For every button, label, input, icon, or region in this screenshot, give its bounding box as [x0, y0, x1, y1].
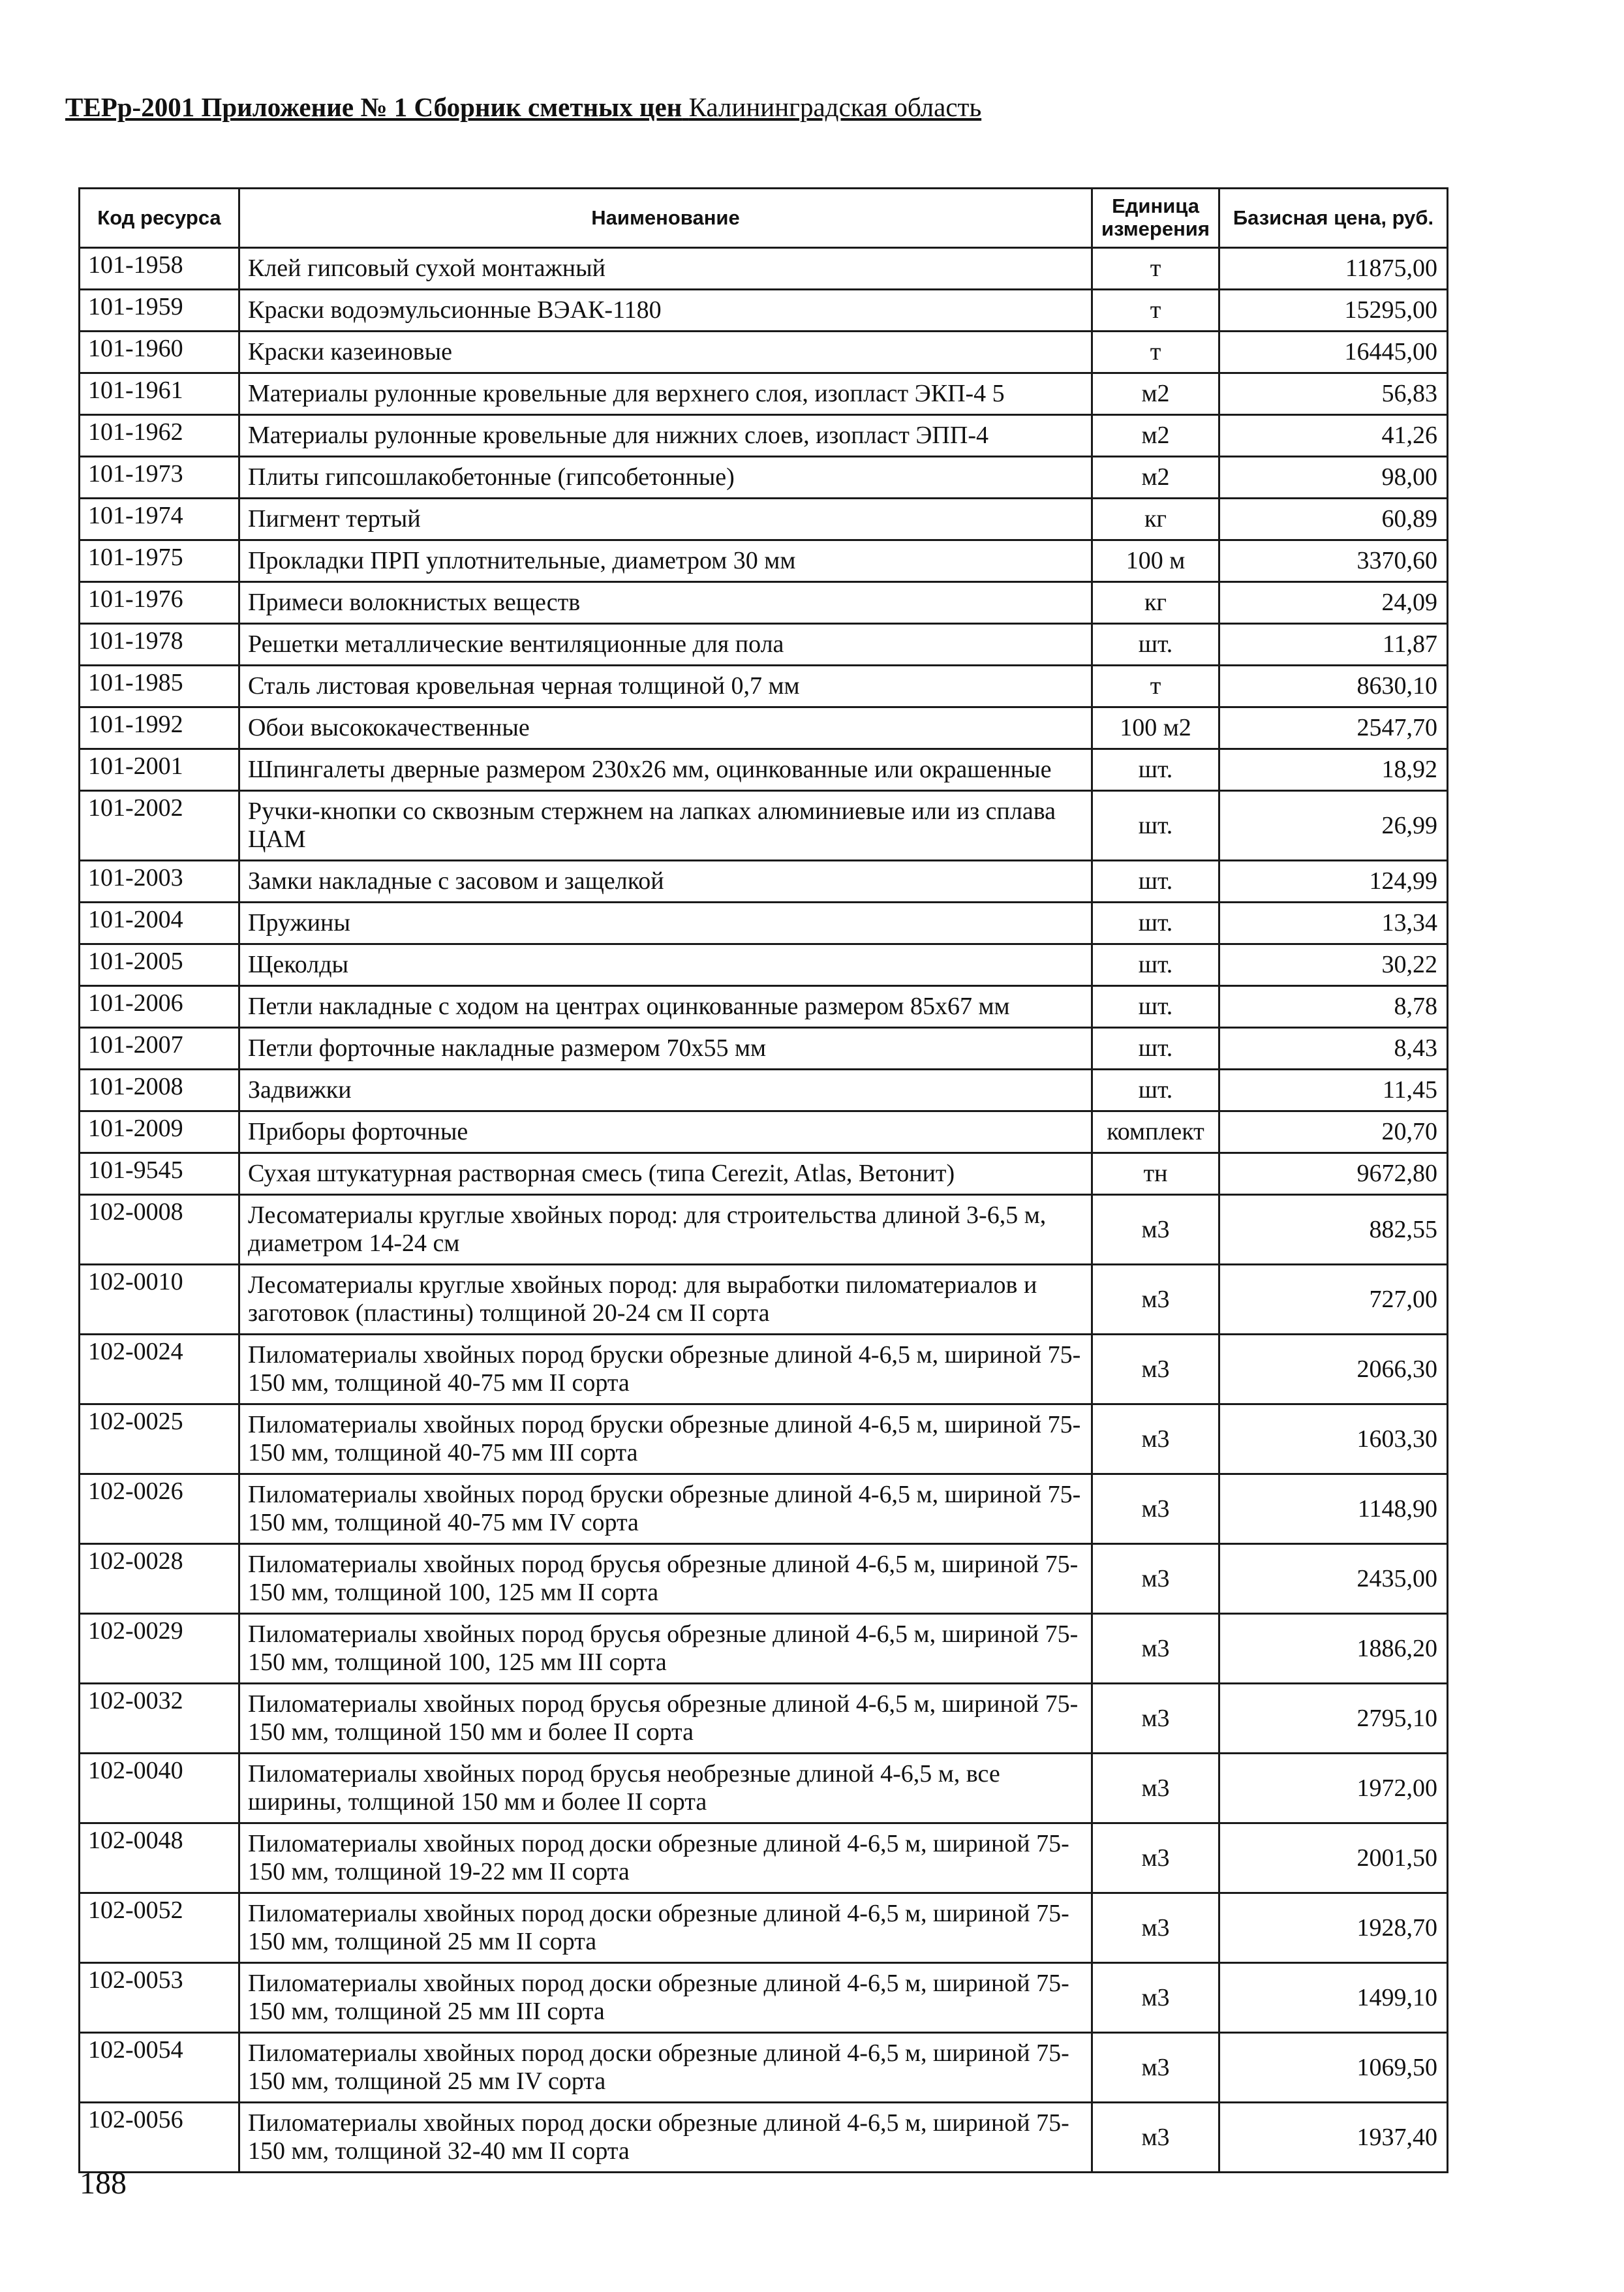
cell-code: 101-2006 — [80, 986, 239, 1028]
cell-name: Щеколды — [239, 944, 1092, 986]
cell-unit: шт. — [1092, 861, 1219, 903]
cell-price: 3370,60 — [1219, 540, 1448, 582]
cell-code: 101-2002 — [80, 791, 239, 861]
table-row — [80, 791, 1448, 861]
cell-code: 101-2004 — [80, 903, 239, 944]
cell-name: Сухая штукатурная растворная смесь (типа Cerezit, Atlas, Ветонит) — [239, 1153, 1092, 1195]
table-row — [80, 1893, 1448, 1963]
table-row — [80, 707, 1448, 749]
cell-code: 101-1985 — [80, 666, 239, 707]
cell-unit: шт. — [1092, 986, 1219, 1028]
cell-unit: т — [1092, 666, 1219, 707]
table-row — [80, 540, 1448, 582]
cell-unit: шт. — [1092, 1028, 1219, 1070]
cell-price: 2001,50 — [1219, 1823, 1448, 1893]
cell-price: 20,70 — [1219, 1111, 1448, 1153]
cell-unit: 100 м2 — [1092, 707, 1219, 749]
cell-price: 1937,40 — [1219, 2103, 1448, 2173]
table-row — [80, 290, 1448, 332]
cell-code: 101-1978 — [80, 624, 239, 666]
cell-code: 101-9545 — [80, 1153, 239, 1195]
cell-unit: м3 — [1092, 1474, 1219, 1544]
cell-unit: т — [1092, 248, 1219, 290]
cell-unit: кг — [1092, 582, 1219, 624]
cell-price: 727,00 — [1219, 1265, 1448, 1335]
cell-code: 101-1961 — [80, 373, 239, 415]
cell-price: 11,45 — [1219, 1070, 1448, 1111]
cell-code: 102-0029 — [80, 1614, 239, 1684]
cell-unit: шт. — [1092, 944, 1219, 986]
cell-price: 30,22 — [1219, 944, 1448, 986]
page-number: 188 — [80, 2166, 127, 2201]
cell-price: 2547,70 — [1219, 707, 1448, 749]
table-row — [80, 1963, 1448, 2033]
cell-price: 11,87 — [1219, 624, 1448, 666]
cell-name: Шпингалеты дверные размером 230х26 мм, оцинкованные или окрашенные — [239, 749, 1092, 791]
page-title-region: Калининградская область — [688, 92, 982, 122]
cell-price: 1603,30 — [1219, 1404, 1448, 1474]
table-header-row — [80, 189, 1448, 248]
table-row — [80, 666, 1448, 707]
cell-name: Прокладки ПРП уплотнительные, диаметром 30 мм — [239, 540, 1092, 582]
cell-name: Петли накладные с ходом на центрах оцинкованные размером 85х67 мм — [239, 986, 1092, 1028]
cell-unit: м2 — [1092, 415, 1219, 457]
cell-code: 102-0056 — [80, 2103, 239, 2173]
cell-unit: м3 — [1092, 2103, 1219, 2173]
cell-price: 8,78 — [1219, 986, 1448, 1028]
cell-unit: шт. — [1092, 749, 1219, 791]
cell-price: 15295,00 — [1219, 290, 1448, 332]
table-row — [80, 582, 1448, 624]
cell-unit: комплект — [1092, 1111, 1219, 1153]
cell-name: Лесоматериалы круглые хвойных пород: для выработки пиломатериалов и заготовок (пластины) толщиной 20-24 см II сорта — [239, 1265, 1092, 1335]
cell-price: 1499,10 — [1219, 1963, 1448, 2033]
table-row — [80, 1544, 1448, 1614]
cell-code: 102-0053 — [80, 1963, 239, 2033]
page-title — [65, 91, 981, 123]
cell-name: Пиломатериалы хвойных пород брусья необрезные длиной 4-6,5 м, все ширины, толщиной 150 мм и более II сорта — [239, 1754, 1092, 1823]
column-header-name: Наименование — [239, 189, 1092, 248]
cell-code: 102-0040 — [80, 1754, 239, 1823]
cell-name: Пиломатериалы хвойных пород брусья обрезные длиной 4-6,5 м, шириной 75-150 мм, толщиной 100, 125 мм II сорта — [239, 1544, 1092, 1614]
cell-name: Клей гипсовый сухой монтажный — [239, 248, 1092, 290]
cell-price: 2066,30 — [1219, 1335, 1448, 1404]
table-row — [80, 415, 1448, 457]
table-row — [80, 749, 1448, 791]
cell-unit: шт. — [1092, 791, 1219, 861]
cell-name: Приборы форточные — [239, 1111, 1092, 1153]
cell-code: 101-2008 — [80, 1070, 239, 1111]
cell-name: Обои высококачественные — [239, 707, 1092, 749]
cell-name: Примеси волокнистых веществ — [239, 582, 1092, 624]
cell-price: 26,99 — [1219, 791, 1448, 861]
cell-price: 16445,00 — [1219, 332, 1448, 373]
cell-name: Ручки-кнопки со сквозным стержнем на лапках алюминиевые или из сплава ЦАМ — [239, 791, 1092, 861]
cell-name: Пиломатериалы хвойных пород брусья обрезные длиной 4-6,5 м, шириной 75-150 мм, толщиной 100, 125 мм III сорта — [239, 1614, 1092, 1684]
cell-price: 41,26 — [1219, 415, 1448, 457]
cell-name: Решетки металлические вентиляционные для пола — [239, 624, 1092, 666]
cell-code: 102-0010 — [80, 1265, 239, 1335]
cell-price: 56,83 — [1219, 373, 1448, 415]
table-row — [80, 248, 1448, 290]
cell-name: Пиломатериалы хвойных пород бруски обрезные длиной 4-6,5 м, шириной 75-150 мм, толщиной 40-75 мм IV сорта — [239, 1474, 1092, 1544]
cell-unit: м3 — [1092, 1684, 1219, 1754]
table-body — [80, 248, 1448, 2173]
table-row — [80, 1684, 1448, 1754]
cell-unit: м3 — [1092, 1195, 1219, 1265]
cell-code: 101-1960 — [80, 332, 239, 373]
cell-code: 101-2005 — [80, 944, 239, 986]
cell-code: 102-0032 — [80, 1684, 239, 1754]
cell-name: Сталь листовая кровельная черная толщиной 0,7 мм — [239, 666, 1092, 707]
cell-unit: м3 — [1092, 2033, 1219, 2103]
table-row — [80, 457, 1448, 499]
cell-unit: м3 — [1092, 1544, 1219, 1614]
table-row — [80, 373, 1448, 415]
cell-code: 101-2001 — [80, 749, 239, 791]
table-row — [80, 499, 1448, 540]
cell-name: Пиломатериалы хвойных пород доски обрезные длиной 4-6,5 м, шириной 75-150 мм, толщиной 25 мм IV сорта — [239, 2033, 1092, 2103]
cell-price: 60,89 — [1219, 499, 1448, 540]
cell-name: Пиломатериалы хвойных пород брусья обрезные длиной 4-6,5 м, шириной 75-150 мм, толщиной 150 мм и более II сорта — [239, 1684, 1092, 1754]
cell-unit: м3 — [1092, 1265, 1219, 1335]
cell-unit: м3 — [1092, 1893, 1219, 1963]
cell-code: 101-2003 — [80, 861, 239, 903]
cell-unit: м3 — [1092, 1335, 1219, 1404]
cell-unit: шт. — [1092, 903, 1219, 944]
cell-name: Пиломатериалы хвойных пород бруски обрезные длиной 4-6,5 м, шириной 75-150 мм, толщиной 40-75 мм II сорта — [239, 1335, 1092, 1404]
cell-price: 124,99 — [1219, 861, 1448, 903]
table-row — [80, 1335, 1448, 1404]
cell-name: Замки накладные с засовом и защелкой — [239, 861, 1092, 903]
cell-unit: тн — [1092, 1153, 1219, 1195]
cell-name: Материалы рулонные кровельные для верхнего слоя, изопласт ЭКП-4 5 — [239, 373, 1092, 415]
table-row — [80, 1754, 1448, 1823]
cell-name: Материалы рулонные кровельные для нижних слоев, изопласт ЭПП-4 — [239, 415, 1092, 457]
cell-unit: м2 — [1092, 373, 1219, 415]
table-row — [80, 1404, 1448, 1474]
table-row — [80, 2033, 1448, 2103]
price-table — [78, 187, 1448, 2173]
cell-unit: шт. — [1092, 624, 1219, 666]
cell-code: 101-2009 — [80, 1111, 239, 1153]
cell-price: 8630,10 — [1219, 666, 1448, 707]
cell-price: 9672,80 — [1219, 1153, 1448, 1195]
cell-name: Лесоматериалы круглые хвойных пород: для строительства длиной 3-6,5 м, диаметром 14-24 см — [239, 1195, 1092, 1265]
cell-name: Задвижки — [239, 1070, 1092, 1111]
table-row — [80, 2103, 1448, 2173]
cell-unit: м3 — [1092, 1614, 1219, 1684]
cell-price: 18,92 — [1219, 749, 1448, 791]
cell-code: 101-1959 — [80, 290, 239, 332]
cell-unit: т — [1092, 332, 1219, 373]
cell-code: 102-0025 — [80, 1404, 239, 1474]
cell-name: Пиломатериалы хвойных пород доски обрезные длиной 4-6,5 м, шириной 75-150 мм, толщиной 25 мм II сорта — [239, 1893, 1092, 1963]
table-row — [80, 1153, 1448, 1195]
cell-unit: 100 м — [1092, 540, 1219, 582]
cell-code: 102-0054 — [80, 2033, 239, 2103]
cell-unit: м3 — [1092, 1823, 1219, 1893]
table-row — [80, 1111, 1448, 1153]
cell-unit: шт. — [1092, 1070, 1219, 1111]
cell-price: 8,43 — [1219, 1028, 1448, 1070]
cell-name: Пиломатериалы хвойных пород бруски обрезные длиной 4-6,5 м, шириной 75-150 мм, толщиной 40-75 мм III сорта — [239, 1404, 1092, 1474]
cell-name: Пиломатериалы хвойных пород доски обрезные длиной 4-6,5 м, шириной 75-150 мм, толщиной 19-22 мм II сорта — [239, 1823, 1092, 1893]
cell-code: 101-1976 — [80, 582, 239, 624]
table-row — [80, 1070, 1448, 1111]
table-row — [80, 1265, 1448, 1335]
cell-name: Пружины — [239, 903, 1092, 944]
cell-name: Краски казеиновые — [239, 332, 1092, 373]
cell-code: 102-0028 — [80, 1544, 239, 1614]
cell-name: Пиломатериалы хвойных пород доски обрезные длиной 4-6,5 м, шириной 75-150 мм, толщиной 25 мм III сорта — [239, 1963, 1092, 2033]
cell-code: 102-0008 — [80, 1195, 239, 1265]
cell-unit: м3 — [1092, 1754, 1219, 1823]
cell-code: 102-0026 — [80, 1474, 239, 1544]
cell-price: 1928,70 — [1219, 1893, 1448, 1963]
table-row — [80, 944, 1448, 986]
cell-price: 1972,00 — [1219, 1754, 1448, 1823]
cell-unit: кг — [1092, 499, 1219, 540]
cell-code: 102-0048 — [80, 1823, 239, 1893]
cell-price: 24,09 — [1219, 582, 1448, 624]
cell-price: 11875,00 — [1219, 248, 1448, 290]
cell-code: 101-1962 — [80, 415, 239, 457]
page-title-main: ТЕРр-2001 Приложение № 1 Сборник сметных цен — [65, 92, 682, 122]
table-row — [80, 1195, 1448, 1265]
cell-name: Плиты гипсошлакобетонные (гипсобетонные) — [239, 457, 1092, 499]
table-row — [80, 1028, 1448, 1070]
cell-unit: т — [1092, 290, 1219, 332]
column-header-code: Код ресурса — [80, 189, 239, 248]
cell-code: 101-2007 — [80, 1028, 239, 1070]
cell-name: Пигмент тертый — [239, 499, 1092, 540]
table-row — [80, 986, 1448, 1028]
table-row — [80, 1614, 1448, 1684]
table-row — [80, 1474, 1448, 1544]
cell-price: 882,55 — [1219, 1195, 1448, 1265]
table-row — [80, 861, 1448, 903]
cell-code: 101-1958 — [80, 248, 239, 290]
cell-price: 1886,20 — [1219, 1614, 1448, 1684]
cell-unit: м3 — [1092, 1404, 1219, 1474]
cell-name: Пиломатериалы хвойных пород доски обрезные длиной 4-6,5 м, шириной 75-150 мм, толщиной 32-40 мм II сорта — [239, 2103, 1092, 2173]
table-row — [80, 624, 1448, 666]
column-header-price: Базисная цена, руб. — [1219, 189, 1448, 248]
cell-code: 101-1973 — [80, 457, 239, 499]
cell-code: 101-1974 — [80, 499, 239, 540]
cell-price: 2795,10 — [1219, 1684, 1448, 1754]
cell-code: 101-1992 — [80, 707, 239, 749]
cell-code: 102-0052 — [80, 1893, 239, 1963]
cell-name: Краски водоэмульсионные ВЭАК-1180 — [239, 290, 1092, 332]
cell-price: 98,00 — [1219, 457, 1448, 499]
cell-price: 2435,00 — [1219, 1544, 1448, 1614]
cell-name: Петли форточные накладные размером 70х55 мм — [239, 1028, 1092, 1070]
column-header-unit: Единица измерения — [1092, 189, 1219, 248]
cell-unit: м2 — [1092, 457, 1219, 499]
cell-price: 13,34 — [1219, 903, 1448, 944]
cell-unit: м3 — [1092, 1963, 1219, 2033]
cell-code: 102-0024 — [80, 1335, 239, 1404]
table-row — [80, 903, 1448, 944]
cell-code: 101-1975 — [80, 540, 239, 582]
table-row — [80, 332, 1448, 373]
cell-price: 1148,90 — [1219, 1474, 1448, 1544]
cell-price: 1069,50 — [1219, 2033, 1448, 2103]
table-row — [80, 1823, 1448, 1893]
